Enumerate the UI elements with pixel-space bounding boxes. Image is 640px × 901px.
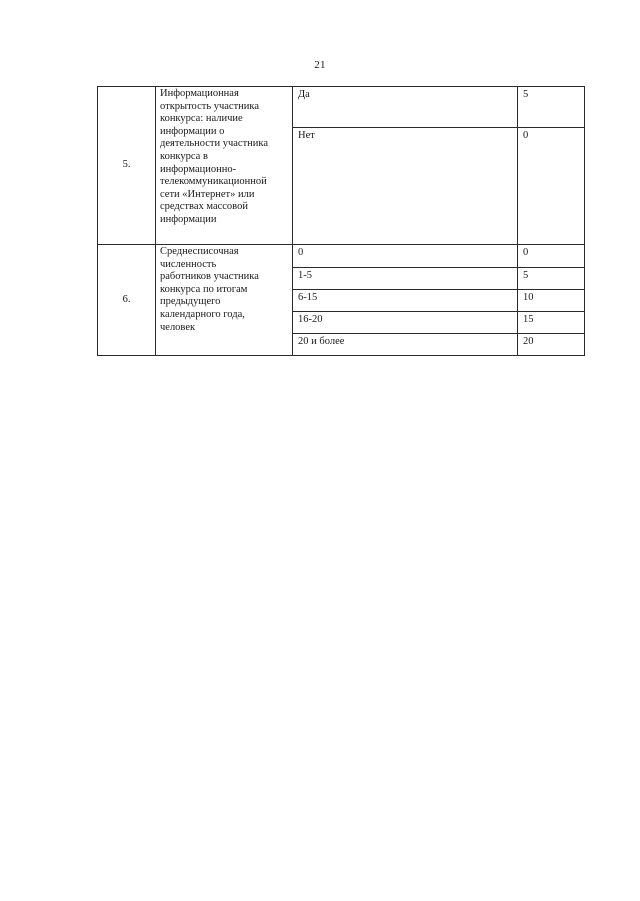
table-row — [98, 245, 585, 268]
row-number: 6. — [98, 245, 156, 356]
option-label: 6-15 — [293, 290, 518, 312]
option-score: 0 — [518, 128, 585, 245]
page-number: 21 — [314, 59, 326, 71]
criterion-text: Среднесписочная численность работников участника конкурса по итогам предыдущего календарного года, человек — [160, 246, 259, 333]
option-label: 1-5 — [293, 268, 518, 290]
option-score: 10 — [518, 290, 585, 312]
option-label: Да — [293, 87, 518, 128]
criteria-table — [97, 86, 585, 356]
option-score: 5 — [518, 87, 585, 128]
option-score: 5 — [518, 268, 585, 290]
option-label: 0 — [293, 245, 518, 268]
option-score: 15 — [518, 312, 585, 334]
criterion-cell — [156, 245, 293, 356]
criterion-text: Информационная открытость участника конкурса: наличие информации о деятельности участника конкурса в информационно- телекоммуникационной сети «Интернет» или средствах массовой информации — [160, 88, 269, 225]
option-label: 20 и более — [293, 334, 518, 356]
table-row — [98, 87, 585, 128]
option-label: 16-20 — [293, 312, 518, 334]
option-score: 20 — [518, 334, 585, 356]
criterion-cell — [156, 87, 293, 245]
row-number: 5. — [98, 87, 156, 245]
option-score: 0 — [518, 245, 585, 268]
option-label: Нет — [293, 128, 518, 245]
